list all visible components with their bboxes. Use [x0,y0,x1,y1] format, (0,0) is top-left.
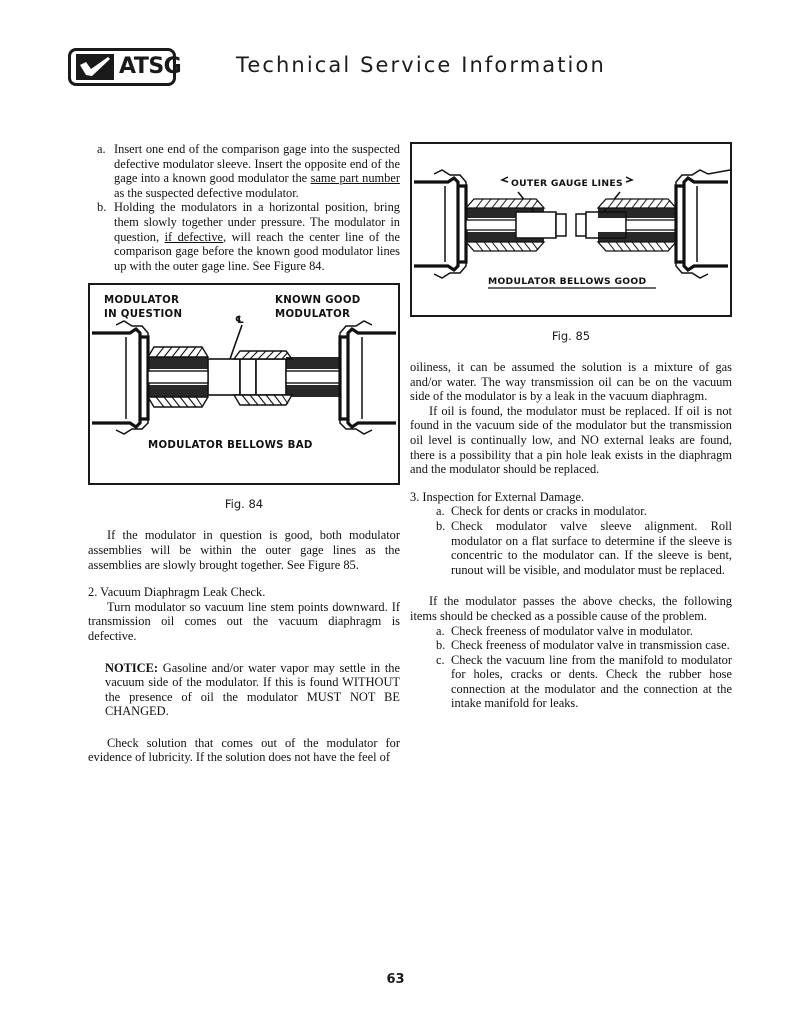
notice-block [105,661,400,719]
list-marker: b. [436,638,446,653]
underlined-emphasis: if defective [164,229,224,244]
paragraph-if-oil-found: If oil is found, the modulator must be replaced. If oil is not found in the vacuum side of the modulator but the transmission oil level is continually low, and NO external leaks are found, there is a possibility that a pin hole leak exists in the diaphragm and the modulator should be replaced. [410,403,732,477]
figure-84-diagram [90,285,398,483]
list-text: Check the vacuum line from the manifold to modulator for holes, cracks or dents. Check the rubber hose connection at the modulator and the connection at the intake manifold for leaks. [451,652,732,711]
page-header [0,45,791,95]
checkmark-icon [76,54,114,80]
notice-body: Gasoline and/or water vapor may settle in the vacuum side of the modulator. If this is found WITHOUT the presence of oil the modulator MUST NOT BE CHANGED. [105,660,400,719]
figure-84-frame [88,283,400,485]
page-title: Technical Service Information [236,53,606,77]
list-marker: b. [436,518,446,533]
list-marker: a. [436,504,445,519]
left-column [88,142,400,765]
figure-85 [410,142,732,343]
figure-85-label-bottom: MODULATOR BELLOWS GOOD [488,276,647,287]
left-modulator-can [414,178,466,270]
notice-label: NOTICE: [105,660,159,675]
left-sleeve-lower [148,385,208,407]
list-text [114,142,400,200]
left-modulator-can [92,329,148,427]
figure-84-caption: Fig. 84 [224,497,264,512]
underlined-emphasis: same part number [310,171,400,186]
figure-84-label-right-1: KNOWN GOOD [275,295,361,307]
paragraph-modulator-good: If the modulator in question is good, both modulator assemblies will be within the outer gage lines as the assemblies are slowly brought together. See Figure 85. [88,528,400,572]
page-number: 63 [386,972,405,987]
list-item [436,653,732,711]
list-text-after: , will reach the center line of the comparison gage before the known good modulator lines up with the outer gage line. See Figure 84. [114,229,400,273]
figure-84-label-left-2: IN QUESTION [104,309,183,321]
right-modulator-can [340,329,396,427]
list-marker: b. [97,200,107,215]
figure-85-diagram [412,144,730,315]
right-sleeve-upper [598,199,676,218]
right-modulator-can [676,178,728,270]
list-marker: a. [97,142,106,156]
list-text-after: as the suspected defective modulator. [114,185,299,200]
list-text: Check freeness of modulator valve in modulator. [451,623,693,638]
figure-85-label-gauge: OUTER GAUGE LINES [511,178,623,189]
checkmark-glyph [79,56,111,78]
figure-85-frame [410,142,732,317]
figure-84-label-left-1: MODULATOR [104,295,180,307]
section-3-heading: 3. Inspection for External Damage. [410,489,585,504]
list-item [97,142,400,200]
list-marker: c. [436,652,445,667]
figure-84-label-right-2: MODULATOR [275,309,351,321]
list-text: Check freeness of modulator valve in transmission case. [451,638,730,653]
list-item [436,519,732,577]
list-item [436,624,732,639]
figure-84 [88,283,400,511]
atsg-logo [68,48,182,86]
list-text: Check for dents or cracks in modulator. [451,504,647,519]
paragraph-check-solution: Check solution that comes out of the modulator for evidence of lubricity. If the solution does not have the feel of [88,735,400,765]
paragraph-oiliness: oiliness, it can be assumed the solution is a mixture of gas and/or water. The way transmission oil can be on the vacuum side of the modulator is by a leak in the vacuum diaphragm. [410,360,732,404]
atsg-wordmark: ATSG [119,54,182,79]
figure-85-caption: Fig. 85 [551,329,591,343]
section-2-heading: 2. Vacuum Diaphragm Leak Check. [88,585,266,600]
list-item [97,200,400,273]
list-item [436,504,732,519]
list-text: Check modulator valve sleeve alignment. Roll modulator on a flat surface to determine if the sleeve is concentric to the modulator can. If the sleeve is bent, runout will be visible, and modulator must be replaced. [451,518,732,577]
centerline-symbol: ℄ [235,315,245,327]
list-marker: a. [436,623,445,638]
list-item [436,638,732,653]
section-2-body: Turn modulator so vacuum line stem points downward. If transmission oil comes out the vacuum diaphragm is defective. [88,599,400,643]
list-text-before: Holding the modulators in a horizontal position, bring them slowly together under pressure. The modulator in question, [114,200,400,244]
left-sleeve-upper [148,347,208,369]
list-text-before: Insert one end of the comparison gage into the suspected defective modulator sleeve. Insert the opposite end of the gage into a known good modulator the [114,142,400,186]
list-text [114,200,400,273]
right-sleeve-lower [598,232,676,251]
paragraph-passes-checks: If the modulator passes the above checks, the following items should be checked as a possible cause of the problem. [410,594,732,623]
right-column [410,142,732,711]
figure-84-label-bottom: MODULATOR BELLOWS BAD [148,440,313,452]
